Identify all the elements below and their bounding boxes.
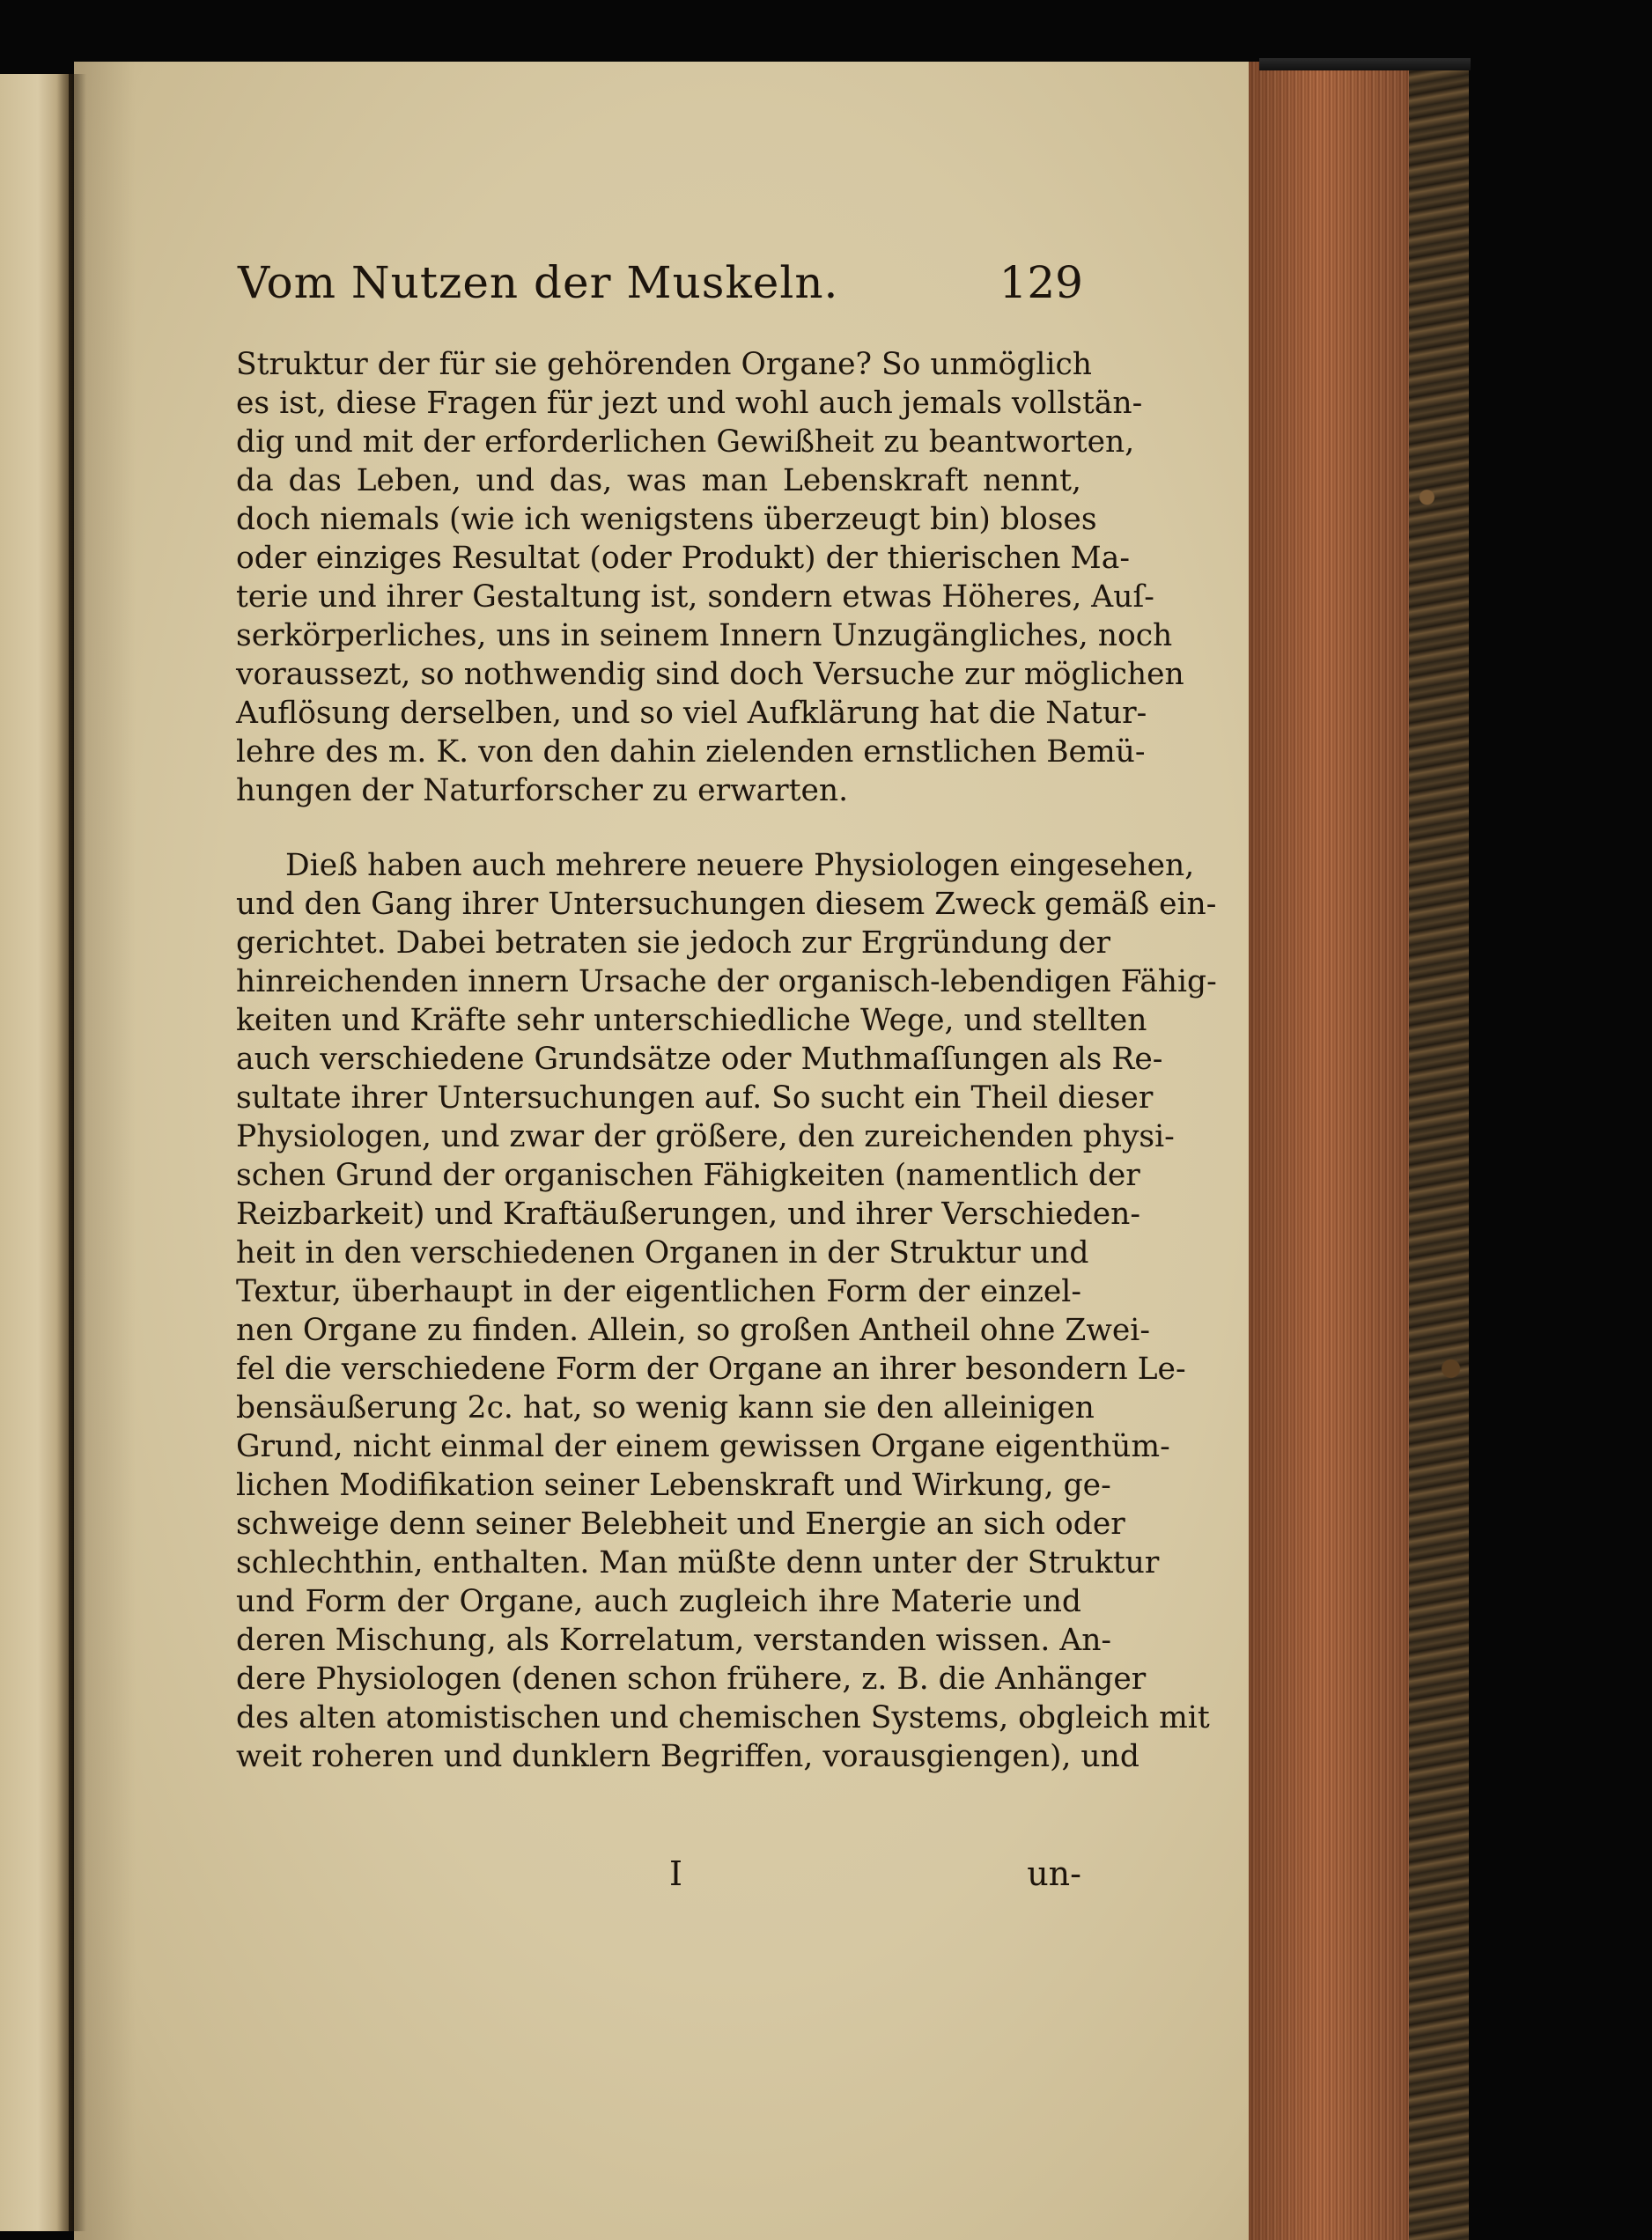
text-line: weit roheren und dunklern Begriffen, vorausgiengen), und (236, 1739, 1139, 1774)
marbled-cover (1409, 62, 1469, 2240)
text-line: schlechthin, enthalten. Man müßte denn unter der Struktur (236, 1545, 1160, 1581)
text-line: und Form der Organe, auch zugleich ihre Materie und (236, 1584, 1081, 1619)
text-line: da das Leben, und das, was man Lebenskraft nennt, (236, 463, 1081, 498)
text-line: voraussezt, so nothwendig sind doch Versuche zur möglichen (236, 657, 1184, 692)
page-body (236, 345, 1217, 1776)
cover-top-edge (1259, 58, 1471, 70)
text-line: fel die verschiedene Form der Organe an ihrer besondern Le- (236, 1352, 1186, 1387)
text-line: doch niemals (wie ich wenigstens überzeugt bin) bloses (236, 502, 1097, 537)
text-line: nen Organe zu finden. Allein, so großen Antheil ohne Zwei- (236, 1313, 1150, 1348)
text-line: Physiologen, und zwar der größere, den zureichenden physi- (236, 1119, 1175, 1154)
text-line: schen Grund der organischen Fähigkeiten (namentlich der (236, 1158, 1140, 1193)
running-title: Vom Nutzen der Muskeln. (238, 257, 839, 308)
page-number: 129 (999, 257, 1083, 308)
text-line: heit in den verschiedenen Organen in der Struktur und (236, 1235, 1089, 1271)
text-line: Reizbarkeit) und Kraftäußerungen, und ihrer Verschieden- (236, 1197, 1141, 1232)
text-line: gerichtet. Dabei betraten sie jedoch zur Ergründung der (236, 925, 1110, 961)
text-line: dere Physiologen (denen schon frühere, z. B. die Anhänger (236, 1662, 1147, 1697)
text-line: Textur, überhaupt in der eigentlichen Form der einzel- (236, 1274, 1081, 1309)
text-line: deren Mischung, als Korrelatum, verstanden wissen. An- (236, 1623, 1112, 1658)
catchword: un- (1027, 1854, 1081, 1893)
text-line: hungen der Naturforscher zu erwarten. (236, 773, 849, 808)
text-line: lehre des m. K. von den dahin zielenden ernstlichen Bemü- (236, 734, 1146, 770)
text-line: bensäußerung 2c. hat, so wenig kann sie den alleinigen (236, 1390, 1095, 1426)
gutter-shadow (56, 74, 86, 2231)
signature-mark: I (669, 1854, 683, 1893)
text-line: keiten und Kräfte sehr unterschiedliche Wege, und stellten (236, 1003, 1147, 1038)
text-line: dig und mit der erforderlichen Gewißheit zu beantworten, (236, 424, 1135, 460)
paragraph (236, 846, 1217, 1776)
text-line: und den Gang ihrer Untersuchungen diesem Zweck gemäß ein- (236, 887, 1217, 922)
text-line: schweige denn seiner Belebheit und Energie an sich oder (236, 1507, 1125, 1542)
text-line: hinreichenden innern Ursache der organisch-lebendigen Fähig- (236, 964, 1217, 999)
text-line: oder einziges Resultat (oder Produkt) der thierischen Ma- (236, 541, 1130, 576)
text-line: Dieß haben auch mehrere neuere Physiologen eingesehen, (285, 848, 1195, 883)
page-edges-shade (1249, 62, 1425, 2240)
text-line: serkörperliches, uns in seinem Innern Unzugängliches, noch (236, 618, 1173, 653)
page-header (238, 257, 1083, 319)
page-footer (236, 1854, 1081, 1898)
text-line: auch verschiedene Grundsätze oder Muthmaſſungen als Re- (236, 1042, 1163, 1077)
text-line: des alten atomistischen und chemischen Systems, obgleich mit (236, 1700, 1210, 1735)
paragraph-gap (236, 810, 1081, 846)
text-line: es ist, diese Fragen für jezt und wohl auch jemals vollstän- (236, 386, 1143, 421)
text-line: sultate ihrer Untersuchungen auf. So sucht ein Theil dieser (236, 1080, 1154, 1116)
text-line: terie und ihrer Gestaltung ist, sondern etwas Höheres, Auſ- (236, 579, 1154, 615)
paragraph (236, 345, 1184, 810)
text-line: Grund, nicht einmal der einem gewissen Organe eigenthüm- (236, 1429, 1170, 1464)
text-line: Auflösung derselben, und so viel Aufklärung hat die Natur- (236, 696, 1147, 731)
text-line: lichen Modifikation seiner Lebenskraft und Wirkung, ge- (236, 1468, 1111, 1503)
text-line: Struktur der für sie gehörenden Organe? So unmöglich (236, 347, 1093, 382)
